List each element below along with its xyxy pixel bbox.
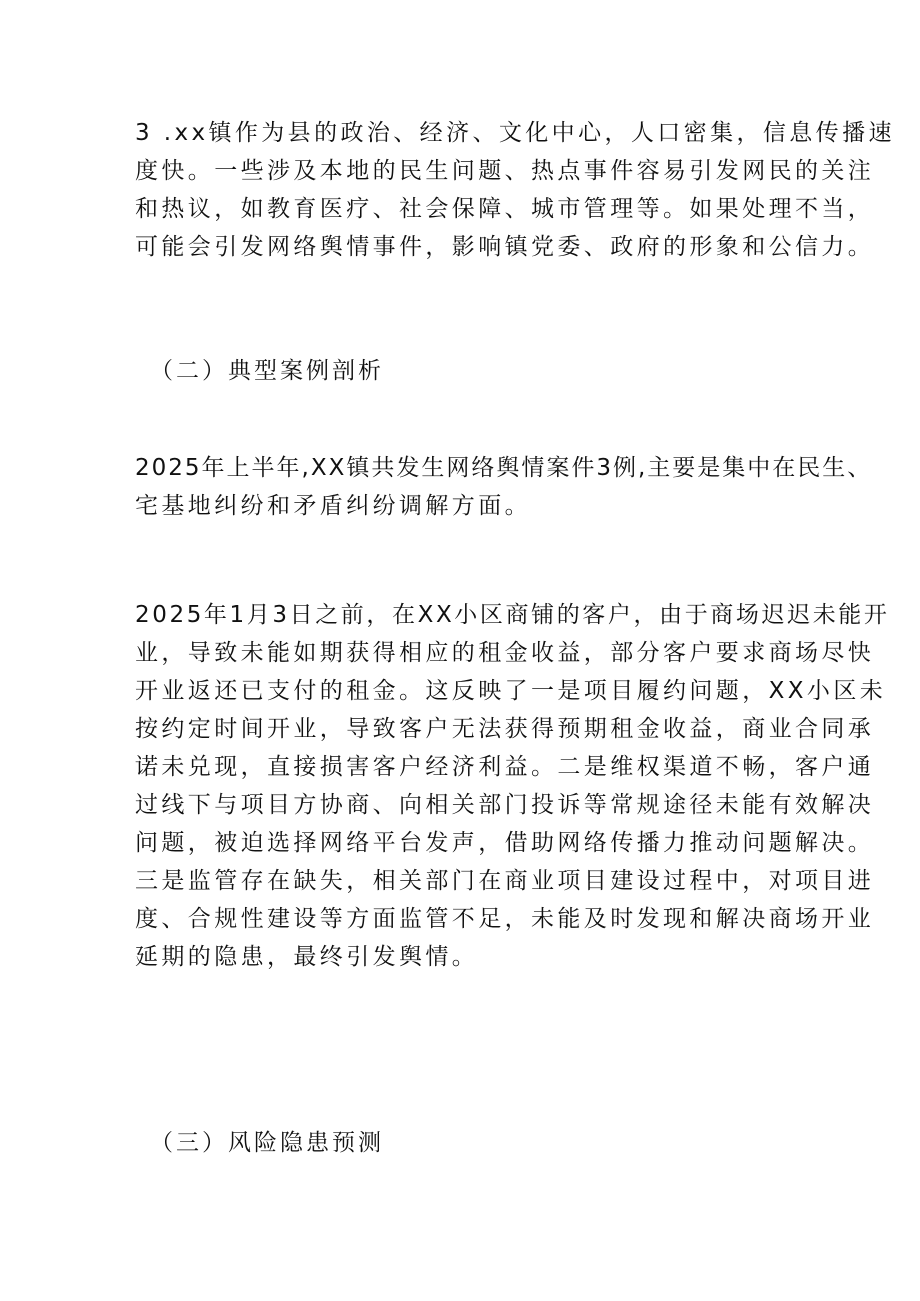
paragraph-town-characteristics (135, 114, 895, 266)
text-line: 可能会引发网络舆情事件，影响镇党委、政府的形象和公信力。 (135, 234, 875, 260)
section-heading-typical-cases: （二）典型案例剖析 (150, 358, 384, 384)
text-line: 3 .xx镇作为县的政治、经济、文化中心，人口密集，信息传播速 (135, 120, 895, 146)
section-heading-risk-forecast: （三）风险隐患预测 (150, 1130, 384, 1156)
text-line: 过线下与项目方协商、向相关部门投诉等常规途径未能有效解决 (135, 792, 875, 818)
text-line: 2025年1月3日之前，在XX小区商铺的客户，由于商场迟迟未能开 (135, 602, 890, 628)
paragraph-case-detail (135, 596, 890, 976)
text-line: 诺未兑现，直接损害客户经济利益。二是维权渠道不畅，客户通 (135, 754, 875, 780)
text-line: 问题，被迫选择网络平台发声，借助网络传播力推动问题解决。 (135, 830, 875, 856)
text-line: 按约定时间开业，导致客户无法获得预期租金收益，商业合同承 (135, 716, 875, 742)
text-line: 业，导致未能如期获得相应的租金收益，部分客户要求商场尽快 (135, 640, 875, 666)
text-line: 三是监管存在缺失，相关部门在商业项目建设过程中，对项目进 (135, 868, 875, 894)
text-line: 和热议，如教育医疗、社会保障、城市管理等。如果处理不当， (135, 196, 875, 222)
text-line: 度、合规性建设等方面监管不足，未能及时发现和解决商场开业 (135, 906, 875, 932)
text-line: 度快。一些涉及本地的民生问题、热点事件容易引发网民的关注 (135, 158, 875, 184)
text-line: 开业返还已支付的租金。这反映了一是项目履约问题，XX小区未 (135, 678, 887, 704)
text-line: 2025年上半年,XX镇共发生网络舆情案件3例,主要是集中在民生、 (135, 455, 873, 481)
text-line: 延期的隐患，最终引发舆情。 (135, 944, 479, 970)
paragraph-case-summary (135, 449, 873, 525)
text-line: 宅基地纠纷和矛盾纠纷调解方面。 (135, 493, 531, 519)
